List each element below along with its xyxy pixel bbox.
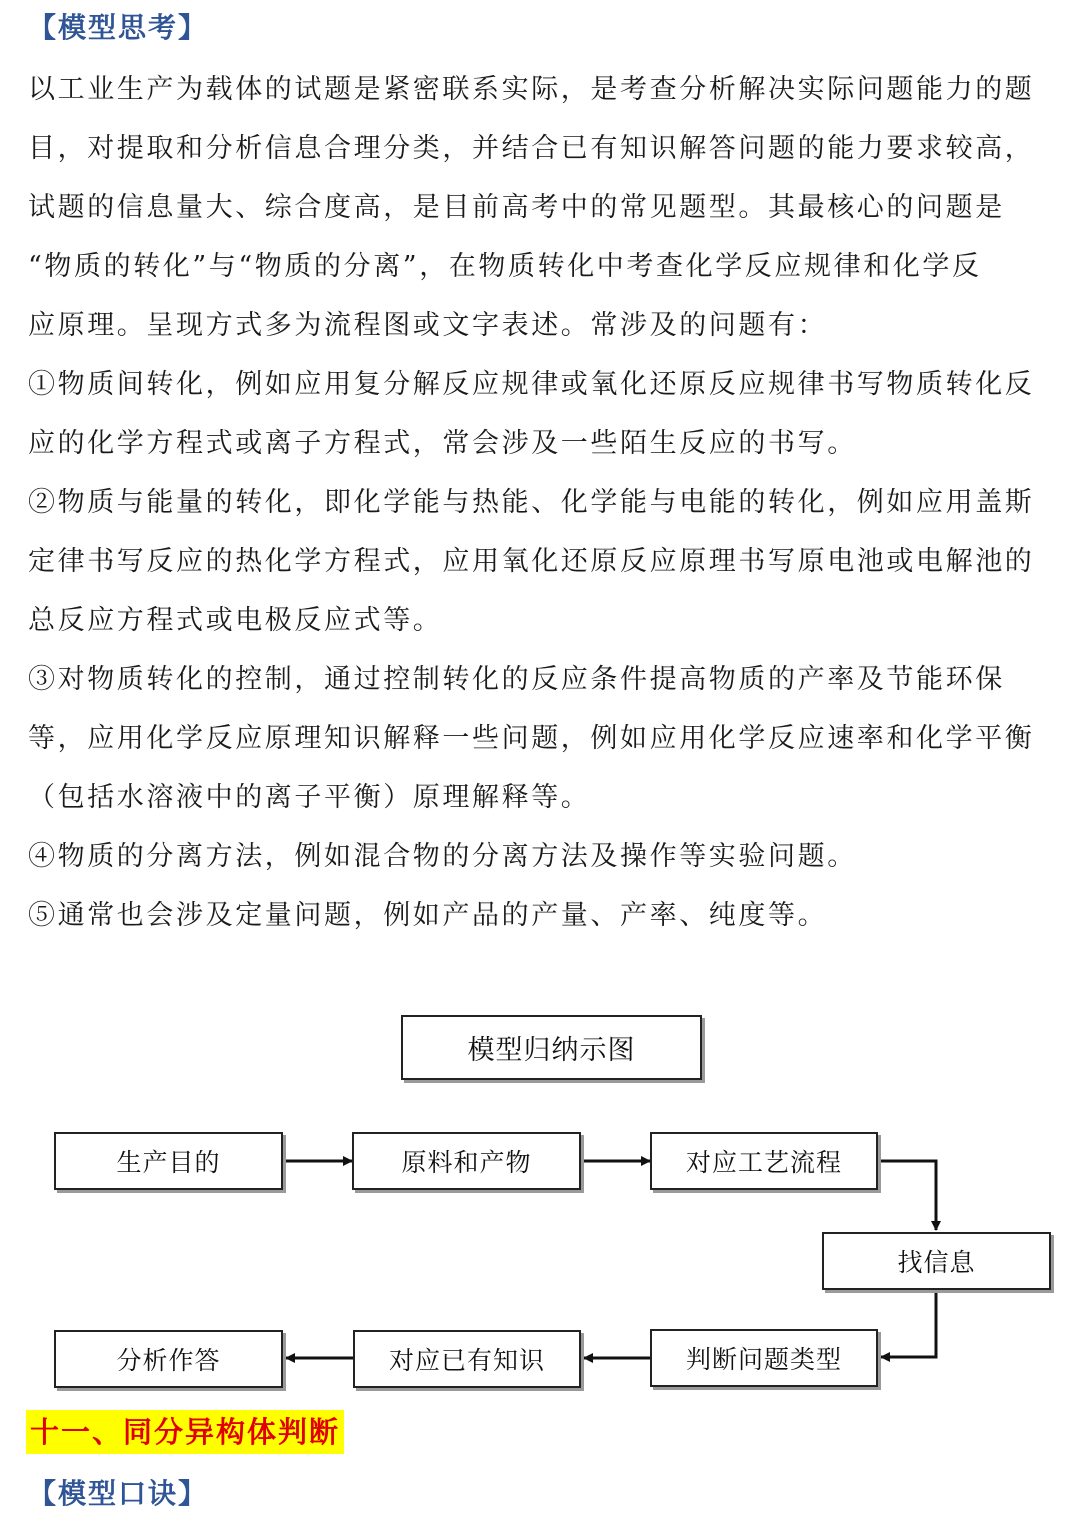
intro-line: “物质的转化”与“物质的分离”，在物质转化中考查化学反应规律和化学反 [28,251,982,282]
point-line: 应的化学方程式或离子方程式，常会涉及一些陌生反应的书写。 [28,428,857,459]
point-line: ⑤通常也会涉及定量问题，例如产品的产量、产率、纯度等。 [28,900,828,931]
section-title: 十一、同分异构体判断 [26,1410,344,1454]
arrow-process-to-findinfo [878,1161,936,1230]
intro-line: 应原理。呈现方式多为流程图或文字表述。常涉及的问题有： [28,310,828,341]
model-thinking-heading: 【模型思考】 [28,11,209,44]
node-find-info: 找信息 [822,1232,1051,1290]
node-existing-knowledge: 对应已有知识 [353,1330,581,1388]
intro-line: 目，对提取和分析信息合理分类，并结合已有知识解答问题的能力要求较高， [28,133,1035,164]
point-line: ③对物质转化的控制，通过控制转化的反应条件提高物质的产率及节能环保 [28,664,1005,695]
diagram-title: 模型归纳示图 [401,1015,702,1080]
point-line: ②物质与能量的转化，即化学能与热能、化学能与电能的转化，例如应用盖斯 [28,487,1035,518]
node-production-goal: 生产目的 [54,1132,283,1190]
point-line: ①物质间转化，例如应用复分解反应规律或氧化还原反应规律书写物质转化反 [28,369,1035,400]
node-process-flow: 对应工艺流程 [650,1132,878,1190]
point-line: 总反应方程式或电极反应式等。 [28,605,443,636]
node-analyze-answer: 分析作答 [54,1330,283,1388]
point-line: ④物质的分离方法，例如混合物的分离方法及操作等实验问题。 [28,841,857,872]
point-line: 等，应用化学反应原理知识解释一些问题，例如应用化学反应速率和化学平衡 [28,723,1035,754]
node-judge-type: 判断问题类型 [650,1329,878,1387]
intro-line: 试题的信息量大、综合度高，是目前高考中的常见题型。其最核心的问题是 [28,192,1005,223]
arrow-findinfo-to-judge [881,1290,936,1357]
model-mnemonic-heading: 【模型口诀】 [28,1477,209,1510]
point-line: 定律书写反应的热化学方程式，应用氧化还原反应原理书写原电池或电解池的 [28,546,1035,577]
intro-line: 以工业生产为载体的试题是紧密联系实际，是考查分析解决实际问题能力的题 [28,74,1035,105]
point-line: （包括水溶液中的离子平衡）原理解释等。 [28,782,591,813]
node-materials-products: 原料和产物 [352,1132,581,1190]
